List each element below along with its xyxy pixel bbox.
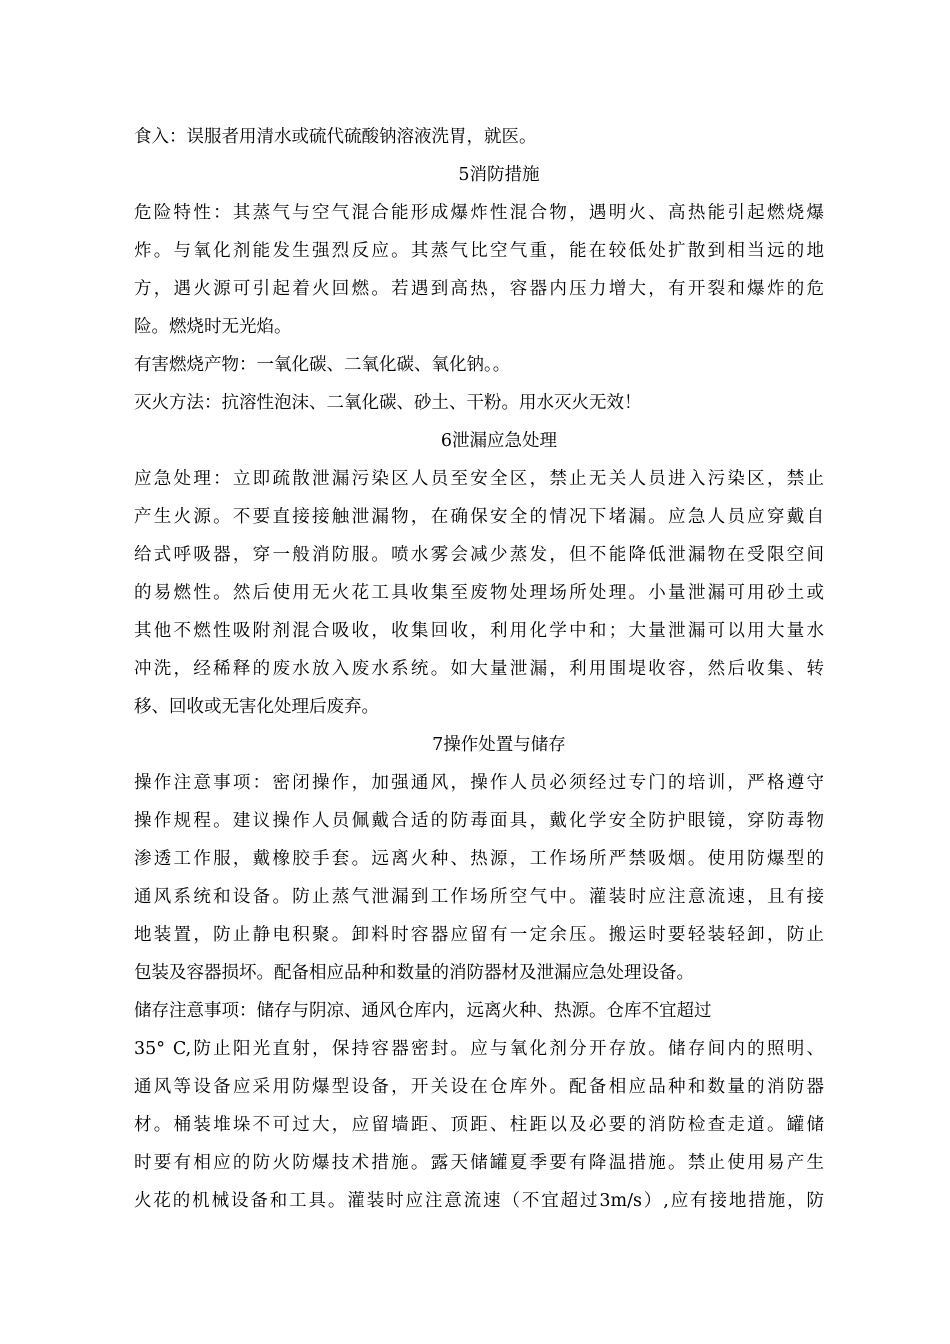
- paragraph-storage-line: 通风等设备应采用防爆型设备，开关设在仓库外。配备相应品种和数量的消防器: [134, 1077, 824, 1097]
- paragraph-storage-line: 储存注意事项：储存与阴凉、通风仓库内，远离火种、热源。仓库不宜超过: [134, 1001, 712, 1021]
- section-heading-fire-fighting: 5消防措施: [458, 165, 540, 185]
- paragraph-extinguishing-method: 灭火方法：抗溶性泡沫、二氧化碳、砂土、干粉。用水灭火无效！: [134, 393, 642, 413]
- paragraph-handling-line: 通风系统和设备。防止蒸气泄漏到工作场所空气中。灌装时应注意流速，且有接: [134, 887, 824, 907]
- paragraph-storage-line: 火花的机械设备和工具。灌装时应注意流速（不宜超过3m/s）,应有接地措施，防: [134, 1191, 824, 1211]
- document-page: [134, 118, 824, 1220]
- paragraph-ingestion: 食入：误服者用清水或硫代硫酸钠溶液洗胃，就医。: [134, 127, 537, 147]
- section-heading-leak-response: 6泄漏应急处理: [440, 431, 558, 451]
- paragraph-hazard-line: 危险特性：其蒸气与空气混合能形成爆炸性混合物，遇明火、高热能引起燃烧爆: [134, 203, 824, 223]
- paragraph-handling-line: 渗透工作服，戴橡胶手套。远离火种、热源，工作场所严禁吸烟。使用防爆型的: [134, 849, 824, 869]
- paragraph-emergency-line: 应急处理：立即疏散泄漏污染区人员至安全区，禁止无关人员进入污染区，禁止: [134, 469, 824, 489]
- paragraph-storage-line: 35° C,防止阳光直射，保持容器密封。应与氧化剂分开存放。储存间内的照明、: [134, 1039, 824, 1059]
- paragraph-hazard-line: 炸。与氧化剂能发生强烈反应。其蒸气比空气重，能在较低处扩散到相当远的地: [134, 241, 824, 261]
- paragraph-handling-line: 操作规程。建议操作人员佩戴合适的防毒面具，戴化学安全防护眼镜，穿防毒物: [134, 811, 824, 831]
- paragraph-emergency-line: 产生火源。不要直接接触泄漏物，在确保安全的情况下堵漏。应急人员应穿戴自: [134, 507, 824, 527]
- paragraph-combustion-products: 有害燃烧产物：一氧化碳、二氧化碳、氧化钠。。: [134, 355, 511, 375]
- paragraph-storage-line: 时要有相应的防火防爆技术措施。露天储罐夏季要有降温措施。禁止使用易产生: [134, 1153, 824, 1173]
- paragraph-storage-line: 材。桶装堆垛不可过大，应留墙距、顶距、柱距以及必要的消防检查走道。罐储: [134, 1115, 824, 1135]
- paragraph-handling-line: 包装及容器损坏。配备相应品种和数量的消防器材及泄漏应急处理设备。: [134, 963, 694, 983]
- paragraph-handling-line: 操作注意事项：密闭操作，加强通风，操作人员必须经过专门的培训，严格遵守: [134, 773, 824, 793]
- paragraph-hazard-line: 险。燃烧时无光焰。: [134, 317, 292, 337]
- section-heading-handling-storage: 7操作处置与储存: [432, 735, 566, 755]
- paragraph-emergency-line: 冲洗，经稀释的废水放入废水系统。如大量泄漏，利用围堤收容，然后收集、转: [134, 659, 824, 679]
- paragraph-hazard-line: 方，遇火源可引起着火回燃。若遇到高热，容器内压力增大，有开裂和爆炸的危: [134, 279, 824, 299]
- paragraph-emergency-line: 给式呼吸器，穿一般消防服。喷水雾会减少蒸发，但不能降低泄漏物在受限空间: [134, 545, 824, 565]
- paragraph-emergency-line: 的易燃性。然后使用无火花工具收集至废物处理场所处理。小量泄漏可用砂土或: [134, 583, 824, 603]
- paragraph-emergency-line: 其他不燃性吸附剂混合吸收，收集回收，利用化学中和；大量泄漏可以用大量水: [134, 621, 824, 641]
- paragraph-handling-line: 地装置，防止静电积聚。卸料时容器应留有一定余压。搬运时要轻装轻卸，防止: [134, 925, 824, 945]
- paragraph-emergency-line: 移、回收或无害化处理后废弃。: [134, 697, 379, 717]
